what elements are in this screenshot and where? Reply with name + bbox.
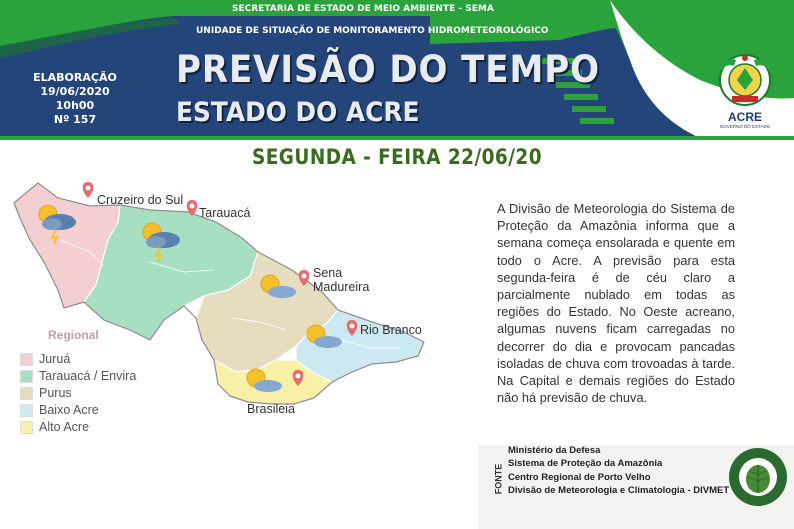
acre-logo	[706, 46, 784, 132]
city-brasileia: Brasileia	[247, 402, 295, 416]
secretaria-text: SECRETARIA DE ESTADO DE MEIO AMBIENTE - SEMA	[232, 4, 494, 14]
unidade-text: UNIDADE DE SITUAÇÃO DE MONITORAMENTO HIDROMETEOROLÓGICO	[196, 26, 549, 36]
legend-item-baixo-acre: Baixo Acre	[20, 403, 99, 417]
fonte-line-3: Centro Regional de Porto Velho	[508, 471, 651, 483]
legend-title: Regional	[48, 328, 99, 342]
fonte-label: FONTE	[493, 463, 504, 495]
forecast-date: SEGUNDA - FEIRA 22/06/20	[251, 145, 543, 169]
city-rio-branco: Rio Branco	[360, 323, 422, 337]
page-subtitle: ESTADO DO ACRE	[176, 97, 420, 128]
fonte-lines	[508, 444, 729, 497]
legend-item-purus: Purus	[20, 386, 72, 400]
legend-item-tarauaca: Tarauacá / Envira	[20, 369, 136, 383]
fonte-line-2: Sistema de Proteção da Amazônia	[508, 458, 663, 470]
forecast-text: A Divisão de Meteorologia do Sistema de Proteção da Amazônia informa que a semana começa ensolarada e quente em todo o Acre. A previsão para esta segunda-feira é de céu claro a parcialmente nublado em todas as regiões do Estado. No Oeste acreano, algumas nuvens ficam carregadas no decorrer do dia e provocam pancadas isoladas de chuva com trovoadas à tarde. Na Capital e demais regiões do Estado não há previsão de chuva.	[497, 201, 735, 406]
sipam-emblem-icon	[728, 447, 788, 507]
legend-item-alto-acre: Alto Acre	[20, 420, 89, 434]
sipam-logo	[728, 447, 788, 507]
legend-item-jurua: Juruá	[20, 352, 70, 366]
fonte-line-4: Divisão de Meteorologia e Climatologia - DIVMET	[508, 484, 730, 496]
logo-text: ACRE	[727, 110, 762, 124]
fonte-line-1: Ministério da Defesa	[508, 445, 601, 456]
city-sena-madureira: Madureira	[313, 280, 370, 294]
pin-cruzeiro-icon	[83, 182, 94, 198]
elaboracao-label: ELABORAÇÃO	[33, 71, 117, 84]
logo-subtext: GOVERNO DO ESTADO	[719, 124, 771, 129]
city-sena: Sena	[313, 266, 343, 280]
page-title: PREVISÃO DO TEMPO	[176, 48, 600, 91]
city-tarauaca: Tarauacá	[199, 206, 251, 220]
bulletin-number: Nº 157	[53, 113, 97, 126]
elaboracao-date: 19/06/2020 10h00	[40, 85, 110, 112]
city-cruzeiro-do-sul: Cruzeiro do Sul	[97, 193, 184, 207]
elaboracao-block	[20, 71, 130, 127]
header-banner	[0, 0, 794, 140]
